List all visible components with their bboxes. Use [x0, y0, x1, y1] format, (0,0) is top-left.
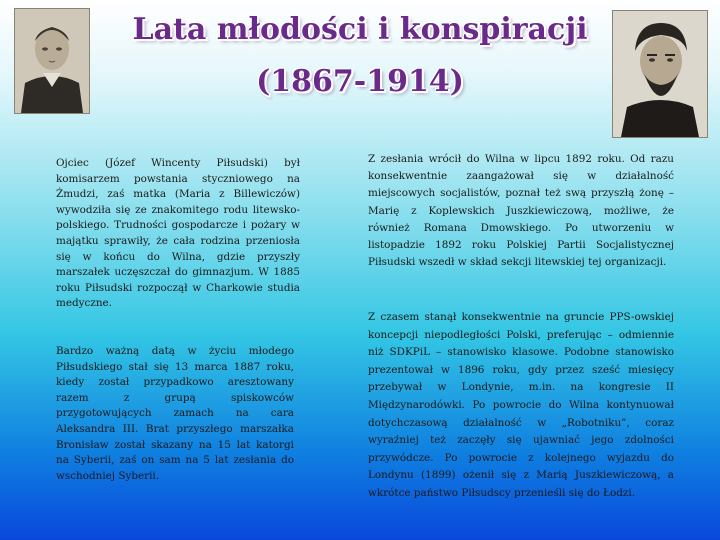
- portrait-bearded-man: [612, 10, 708, 138]
- text-family-background: Ojciec (Józef Wincenty Piłsudski) był komisarzem powstania styczniowego na Żmudzi, zaś matka (Maria z Billewiczów) wywodziła się ze znakomitego rodu litewsko-polskiego. Trudności gospodarcze i pożary w majątku sprawiły, że cała rodzina przeniosła się w końcu do Wilna, gdzie przyszły marszałek uczęszczał do gimnazjum. W 1885 roku Piłsudski rozpoczął w Charkowie studia medyczne.: [56, 157, 300, 310]
- right-column-paragraph-1: [368, 151, 674, 271]
- left-column-paragraph-1: [56, 156, 300, 312]
- right-column-paragraph-2: [368, 309, 674, 503]
- text-pps-activity: Z czasem stanął konsekwentnie na gruncie PPS-owskiej koncepcji niepodległości Polski, preferując – odmiennie niż SDKPiL – stanowisko klasowe. Podobne stanowisko prezentował w 1896 roku, gdy przez sześć miesięcy przebywał w Londynie, m.in. na kongresie II Międzynarodówki. Po powrocie do Wilna kontynuował dotychczasową działalność w „Robotniku”, coraz wyraźniej też zaczęły się ujawniać jego zdolności przywódcze. Po powrocie z kolejnego wyjazdu do Londynu (1899) ożenił się z Marią Juszkiewiczową, a wkrótce państwo Piłsudscy przenieśli się do Łodzi.: [368, 311, 674, 499]
- title-line-2: (1867-1914): [256, 64, 464, 99]
- portrait-young-man: [14, 8, 90, 114]
- slide-title: [130, 4, 590, 108]
- title-line-1: Lata młodości i konspiracji: [132, 12, 588, 47]
- left-column-paragraph-2: [56, 344, 294, 484]
- text-return-vilnius: Z zesłania wrócił do Wilna w lipcu 1892 roku. Od razu konsekwentnie zaangażował się w działalność miejscowych socjalistów, poznał też swą przyszłą żonę – Marię z Koplewskich Juszkiewiczową, możliwe, że również Romana Dmowskiego. Po utworzeniu w listopadzie 1892 roku Polskiej Partii Socjalistycznej Piłsudski wszedł w skład sekcji litewskiej tej organizacji.: [368, 153, 674, 269]
- text-arrest-1887: Bardzo ważną datą w życiu młodego Piłsudskiego stał się 13 marca 1887 roku, kiedy został przypadkowo aresztowany razem z grupą spiskowców przygotowujących zamach na cara Aleksandra III. Brat przyszłego marszałka Bronisław został skazany na 15 lat katorgi na Syberii, zaś on sam na 5 lat zesłania do wschodniej Syberii.: [56, 345, 294, 482]
